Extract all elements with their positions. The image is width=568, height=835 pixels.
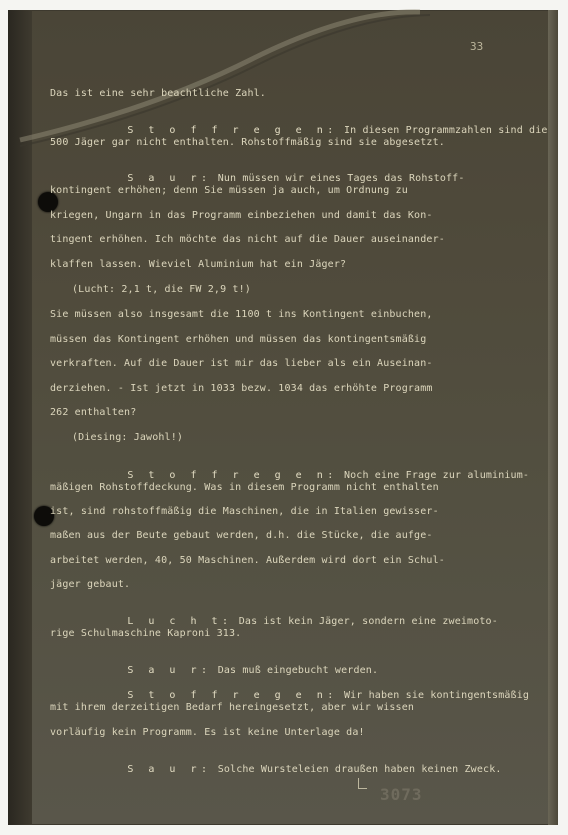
text-line: Sie müssen also insgesamt die 1100 t ins Kontingent einbuchen, (50, 309, 433, 320)
text-line: (Diesing: Jawohl!) (72, 432, 184, 443)
line-text: Solche Wursteleien draußen haben keinen Zweck. (217, 764, 502, 775)
speaker-name: S t o f f r e g e n: (127, 470, 338, 481)
speaker-name: S a u r: (127, 764, 212, 775)
speaker-name: S t o f f r e g e n: (127, 690, 338, 701)
text-line: (Lucht: 2,1 t, die FW 2,9 t!) (72, 284, 251, 295)
margin-mark (358, 778, 367, 789)
text-line: tingent erhöhen. Ich möchte das nicht auf die Dauer auseinander- (50, 234, 445, 245)
line-text: Das ist kein Jäger, sondern eine zweimoto- (238, 616, 498, 627)
text-line: Das ist eine sehr beachtliche Zahl. (50, 88, 266, 99)
line-text: In diesen Programmzahlen sind die (343, 125, 548, 136)
sheet-right-edge (548, 10, 558, 825)
line-text: Noch eine Frage zur aluminium- (343, 470, 530, 481)
text-line (115, 604, 498, 628)
speaker-name: S t o f f r e g e n: (127, 125, 338, 136)
text-line (115, 653, 378, 677)
text-line: verkraften. Auf die Dauer ist mir das lieber als ein Auseinan- (50, 358, 433, 369)
text-line: maßen aus der Beute gebaut werden, d.h. die Stücke, die aufge- (50, 530, 433, 541)
text-line (115, 458, 529, 482)
text-line: jäger gebaut. (50, 579, 131, 590)
page-number: 33 (470, 40, 484, 53)
text-line: kriegen, Ungarn in das Programm einbeziehen und damit das Kon- (50, 210, 433, 221)
text-line: mäßigen Rohstoffdeckung. Was in diesem Programm nicht enthalten (50, 482, 439, 493)
line-text: Wir haben sie kontingentsmäßig (343, 690, 530, 701)
text-line (115, 113, 548, 137)
sheet-left-edge (8, 10, 32, 825)
text-line (115, 752, 502, 776)
text-line: mit ihrem derzeitigen Bedarf hereingesetzt, aber wir wissen (50, 702, 415, 713)
archive-stamp: 3073 (380, 785, 423, 804)
text-line: klaffen lassen. Wieviel Aluminium hat ein Jäger? (50, 259, 347, 270)
text-line: müssen das Kontingent erhöhen und müssen das kontingentsmäßig (50, 334, 427, 345)
line-text: Nun müssen wir eines Tages das Rohstoff- (217, 173, 465, 184)
text-line: 500 Jäger gar nicht enthalten. Rohstoffmäßig sind sie abgesetzt. (50, 137, 445, 148)
text-line: ist, sind rohstoffmäßig die Maschinen, die in Italien gewisser- (50, 506, 439, 517)
text-line: 262 enthalten? (50, 407, 137, 418)
speaker-name: S a u r: (127, 173, 212, 184)
line-text: Das muß eingebucht werden. (217, 665, 379, 676)
speaker-name: L u c h t: (127, 616, 233, 627)
text-line (115, 678, 529, 702)
speaker-name: S a u r: (127, 665, 212, 676)
text-line: derziehen. - Ist jetzt in 1033 bezw. 1034 das erhöhte Programm (50, 383, 433, 394)
text-line: vorläufig kein Programm. Es ist keine Unterlage da! (50, 727, 365, 738)
text-line (115, 161, 465, 185)
text-line: rige Schulmaschine Kaproni 313. (50, 628, 242, 639)
text-line: arbeitet werden, 40, 50 Maschinen. Außerdem wird dort ein Schul- (50, 555, 445, 566)
text-line: kontingent erhöhen; denn Sie müssen ja auch, um Ordnung zu (50, 185, 408, 196)
